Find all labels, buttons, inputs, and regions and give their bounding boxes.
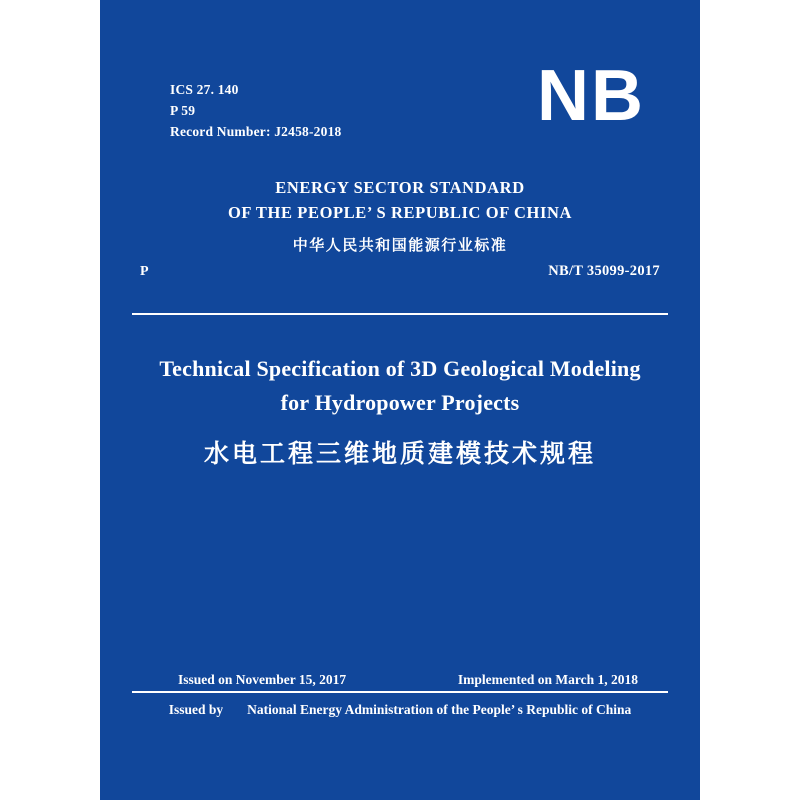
title-english-line-2: for Hydropower Projects bbox=[280, 390, 520, 416]
ics-number: ICS 27. 140 bbox=[170, 82, 239, 97]
issued-date: Issued on November 15, 2017 bbox=[178, 672, 347, 687]
title-chinese: 水电工程三维地质建模技术规程 bbox=[203, 439, 596, 469]
organization-line-1: ENERGY SECTOR STANDARD bbox=[275, 178, 525, 197]
classification-letter: P bbox=[140, 264, 149, 279]
document-title bbox=[140, 352, 660, 470]
title-english-line-1: Technical Specification of 3D Geological Modeling bbox=[159, 356, 641, 381]
cover-metadata bbox=[170, 80, 341, 143]
divider-bottom bbox=[132, 691, 668, 693]
nb-logo: NB bbox=[537, 56, 645, 136]
organization-line-2: OF THE PEOPLE’ S REPUBLIC OF CHINA bbox=[227, 202, 573, 222]
issuer-name: National Energy Administration of the People’ s Republic of China bbox=[247, 702, 632, 717]
issuer-label: Issued by bbox=[168, 702, 224, 717]
issuing-organization bbox=[100, 176, 700, 255]
standard-code-row bbox=[140, 263, 660, 280]
implemented-date: Implemented on March 1, 2018 bbox=[457, 672, 638, 687]
classification-code: P 59 bbox=[170, 102, 196, 118]
divider-top bbox=[132, 313, 668, 315]
standard-number: NB/T 35099-2017 bbox=[548, 263, 660, 279]
record-number: Record Number: J2458-2018 bbox=[170, 123, 342, 139]
organization-chinese: 中华人民共和国能源行业标准 bbox=[292, 235, 508, 254]
issuer-row bbox=[100, 701, 700, 719]
dates-row bbox=[178, 672, 638, 688]
standard-cover bbox=[100, 0, 700, 800]
